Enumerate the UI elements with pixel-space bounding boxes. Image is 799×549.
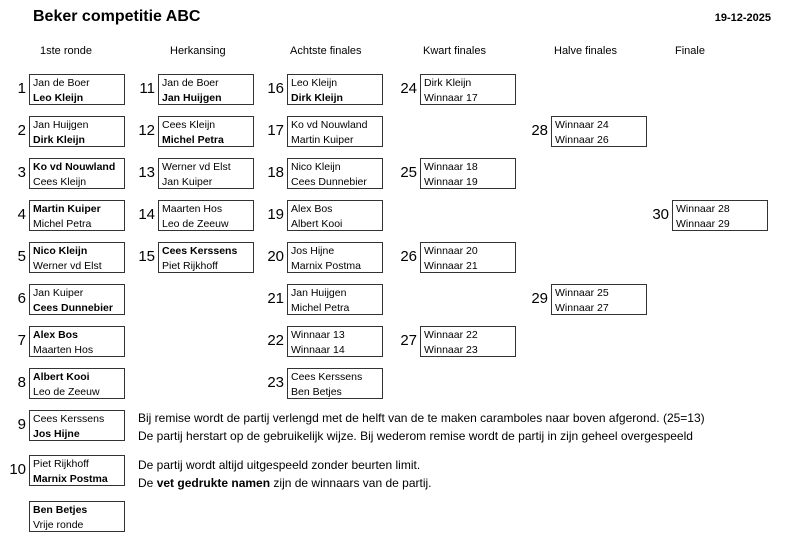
match-number-24: 24 (400, 80, 417, 97)
match-box-17 (287, 116, 383, 147)
match-number-27: 27 (400, 332, 417, 349)
match-number-4: 4 (17, 206, 26, 223)
player-1-27: Winnaar 22 (424, 329, 478, 341)
player-2-20: Marnix Postma (291, 260, 362, 272)
player-1-26: Winnaar 20 (424, 245, 478, 257)
player-1-bye: Ben Betjes (33, 504, 88, 516)
match-box-4 (29, 200, 125, 231)
match-box-12 (158, 116, 254, 147)
match-box-6 (29, 284, 125, 315)
player-2-16: Dirk Kleijn (291, 92, 343, 104)
player-1-24: Dirk Kleijn (424, 77, 472, 89)
match-number-30: 30 (652, 206, 669, 223)
player-2-25: Winnaar 19 (424, 176, 478, 188)
match-box-20 (287, 242, 383, 273)
rule-note-4-pre: De (138, 476, 157, 490)
player-2-30: Winnaar 29 (676, 218, 730, 230)
player-1-13: Werner vd Elst (162, 161, 231, 173)
player-1-29: Winnaar 25 (555, 287, 609, 299)
match-number-20: 20 (267, 248, 284, 265)
match-box-22 (287, 326, 383, 357)
player-2-bye: Vrije ronde (33, 519, 84, 531)
rule-note-4-bold: vet gedrukte namen (156, 476, 271, 490)
match-number-15: 15 (138, 248, 155, 265)
player-2-19: Albert Kooi (291, 218, 343, 230)
match-box-3 (29, 158, 125, 189)
player-1-23: Cees Kerssens (291, 371, 363, 383)
match-box-19 (287, 200, 383, 231)
rule-note-4-post: zijn de winnaars van de partij. (270, 476, 432, 490)
player-2-7: Maarten Hos (33, 344, 94, 356)
player-2-2: Dirk Kleijn (33, 134, 85, 146)
match-number-7: 7 (17, 332, 26, 349)
rule-note-1: Bij remise wordt de partij verlengd met de helft van de te maken caramboles naar boven afgerond. (25=13) (138, 411, 705, 425)
match-number-3: 3 (17, 164, 26, 181)
rule-note-4 (138, 476, 431, 490)
round-header-finale: Finale (675, 45, 705, 57)
match-number-22: 22 (267, 332, 284, 349)
match-box-11 (158, 74, 254, 105)
match-number-28: 28 (531, 122, 548, 139)
player-1-10: Piet Rijkhoff (33, 458, 89, 470)
player-1-30: Winnaar 28 (676, 203, 730, 215)
player-1-4: Martin Kuiper (33, 203, 101, 215)
player-2-12: Michel Petra (162, 134, 224, 146)
player-2-17: Martin Kuiper (291, 134, 354, 146)
player-1-17: Ko vd Nouwland (291, 119, 368, 131)
player-1-8: Albert Kooi (33, 371, 90, 383)
round-header-achtste-finales: Achtste finales (290, 45, 362, 57)
match-number-23: 23 (267, 374, 284, 391)
player-2-5: Werner vd Elst (33, 260, 102, 272)
match-number-11: 11 (139, 80, 155, 97)
player-2-1: Leo Kleijn (33, 92, 84, 104)
player-2-15: Piet Rijkhoff (162, 260, 218, 272)
player-1-2: Jan Huijgen (33, 119, 89, 131)
match-box-24 (420, 74, 516, 105)
player-2-9: Jos Hijne (33, 428, 80, 440)
player-1-6: Jan Kuiper (33, 287, 84, 299)
match-box-13 (158, 158, 254, 189)
match-box-23 (287, 368, 383, 399)
match-number-16: 16 (267, 80, 284, 97)
player-1-1: Jan de Boer (33, 77, 90, 89)
player-2-8: Leo de Zeeuw (33, 386, 100, 398)
round-header-kwart-finales: Kwart finales (423, 45, 486, 57)
player-1-7: Alex Bos (33, 329, 78, 341)
match-number-10: 10 (9, 461, 26, 478)
date-label: 19-12-2025 (714, 12, 771, 24)
match-box-1 (29, 74, 125, 105)
match-number-19: 19 (267, 206, 284, 223)
player-2-6: Cees Dunnebier (33, 302, 113, 314)
match-number-13: 13 (138, 164, 155, 181)
player-2-21: Michel Petra (291, 302, 350, 314)
match-box-27 (420, 326, 516, 357)
player-2-22: Winnaar 14 (291, 344, 345, 356)
player-1-16: Leo Kleijn (291, 77, 338, 89)
player-1-12: Cees Kleijn (162, 119, 216, 131)
player-2-26: Winnaar 21 (424, 260, 478, 272)
player-1-11: Jan de Boer (162, 77, 219, 89)
player-2-11: Jan Huijgen (162, 92, 222, 104)
match-box-18 (287, 158, 383, 189)
player-2-23: Ben Betjes (291, 386, 342, 398)
match-number-2: 2 (17, 122, 26, 139)
player-1-3: Ko vd Nouwland (33, 161, 116, 173)
player-2-13: Jan Kuiper (162, 176, 213, 188)
round-header-1ste-ronde: 1ste ronde (40, 45, 92, 57)
player-2-27: Winnaar 23 (424, 344, 478, 356)
rule-note-3: De partij wordt altijd uitgespeeld zonder beurten limit. (138, 458, 421, 472)
player-1-5: Nico Kleijn (33, 245, 88, 257)
match-number-8: 8 (17, 374, 26, 391)
match-box-16 (287, 74, 383, 105)
match-box-9 (29, 410, 125, 441)
player-1-15: Cees Kerssens (162, 245, 238, 257)
match-number-25: 25 (400, 164, 417, 181)
player-2-24: Winnaar 17 (424, 92, 478, 104)
match-number-1: 1 (17, 80, 26, 97)
match-box-7 (29, 326, 125, 357)
player-1-28: Winnaar 24 (555, 119, 609, 131)
match-box-14 (158, 200, 254, 231)
page-title: Beker competitie ABC (33, 8, 201, 25)
match-number-5: 5 (17, 248, 26, 265)
player-1-18: Nico Kleijn (291, 161, 341, 173)
round-header-herkansing: Herkansing (170, 45, 226, 57)
match-box-5 (29, 242, 125, 273)
rule-note-2: De partij herstart op de gebruikelijk wijze. Bij wederom remise wordt de partij in zijn geheel overgespeeld (138, 429, 693, 443)
player-2-10: Marnix Postma (33, 473, 108, 485)
match-box-29 (551, 284, 647, 315)
match-number-9: 9 (17, 416, 26, 433)
player-1-9: Cees Kerssens (33, 413, 105, 425)
match-box-30 (672, 200, 768, 231)
match-number-26: 26 (400, 248, 417, 265)
player-1-20: Jos Hijne (291, 245, 335, 257)
player-2-28: Winnaar 26 (555, 134, 609, 146)
player-2-3: Cees Kleijn (33, 176, 87, 188)
match-number-21: 21 (267, 290, 284, 307)
match-box-15 (158, 242, 254, 273)
player-1-25: Winnaar 18 (424, 161, 478, 173)
player-2-14: Leo de Zeeuw (162, 218, 229, 230)
match-number-18: 18 (267, 164, 284, 181)
match-number-29: 29 (531, 290, 548, 307)
match-number-14: 14 (138, 206, 155, 223)
match-number-6: 6 (17, 290, 26, 307)
match-box-bye (29, 501, 125, 532)
player-2-4: Michel Petra (33, 218, 92, 230)
player-1-19: Alex Bos (291, 203, 333, 215)
match-number-12: 12 (138, 122, 155, 139)
match-box-10 (29, 455, 125, 486)
match-box-21 (287, 284, 383, 315)
player-1-21: Jan Huijgen (291, 287, 347, 299)
match-box-26 (420, 242, 516, 273)
match-box-28 (551, 116, 647, 147)
match-box-2 (29, 116, 125, 147)
player-1-14: Maarten Hos (162, 203, 223, 215)
round-header-halve-finales: Halve finales (554, 45, 617, 57)
match-number-17: 17 (267, 122, 284, 139)
match-box-25 (420, 158, 516, 189)
player-2-29: Winnaar 27 (555, 302, 609, 314)
player-2-18: Cees Dunnebier (291, 176, 367, 188)
match-box-8 (29, 368, 125, 399)
player-1-22: Winnaar 13 (291, 329, 345, 341)
